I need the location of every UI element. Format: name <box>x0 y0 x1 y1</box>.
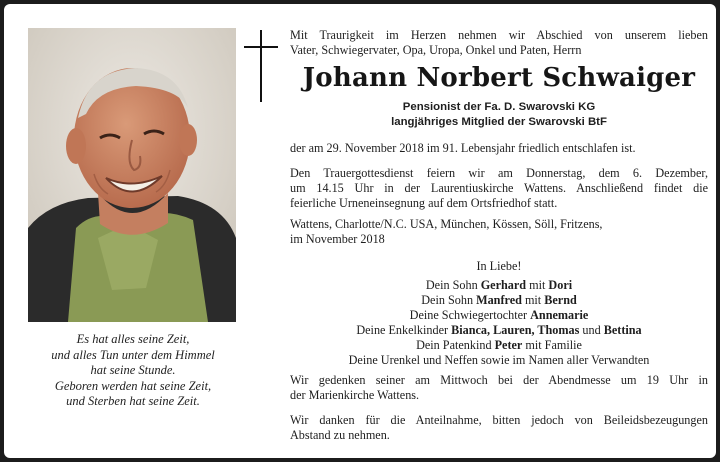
intro-line: Vater, Schwiegervater, Opa, Uropa, Onkel und Paten, Herrn <box>290 43 582 57</box>
deceased-name: Johann Norbert Schwaiger <box>302 63 696 93</box>
family-list <box>290 278 708 368</box>
death-line: der am 29. November 2018 im 91. Lebensjahr friedlich entschlafen ist. <box>290 141 636 155</box>
family-member-line <box>290 353 708 368</box>
places-date <box>290 217 708 247</box>
mass-line: Wir gedenken seiner am Mittwoch bei der Abendmesse um 19 Uhr in <box>290 373 708 387</box>
thanks-line: Wir danken für die Anteilnahme, bitten jedoch von Beileidsbezeugungen <box>290 413 708 427</box>
verse-line: hat seine Stunde. <box>90 363 176 377</box>
bible-verse <box>20 332 246 410</box>
family-member-name: Dori <box>548 278 573 292</box>
family-member-relation: Dein Sohn <box>425 278 481 292</box>
funeral-service <box>290 166 708 211</box>
family-member-name: Bernd <box>544 293 577 307</box>
family-member-line <box>290 293 708 308</box>
family-member-name: Gerhard <box>480 278 527 292</box>
cross-icon <box>244 30 278 102</box>
intro-text <box>290 28 708 58</box>
mass-line: der Marienkirche Wattens. <box>290 388 420 402</box>
portrait-photo <box>28 28 236 322</box>
thanks-note <box>290 413 708 443</box>
family-member-relation: mit <box>521 293 545 307</box>
verse-line: Geboren werden hat seine Zeit, <box>54 378 212 393</box>
death-notice <box>290 141 708 156</box>
service-line: feierliche Urneneinsegnung auf dem Ortsfriedhof statt. <box>290 196 558 210</box>
family-member-name: Bettina <box>603 323 642 337</box>
occupation-line: langjähriges Mitglied der Swarovski BtF <box>391 115 607 128</box>
family-member-relation: und <box>579 323 604 337</box>
family-member-line <box>290 308 708 323</box>
verse-line: und Sterben hat seine Zeit. <box>66 394 200 408</box>
family-member-relation: Deine Schwiegertochter <box>409 308 531 322</box>
family-member-line <box>290 323 708 338</box>
service-line: um 14.15 Uhr in der Laurentiuskirche Wattens. Anschließend findet die <box>290 181 708 195</box>
family-member-relation: Dein Sohn <box>421 293 477 307</box>
family-member-relation: Dein Patenkind <box>416 338 495 352</box>
family-member-name: Annemarie <box>530 308 589 322</box>
family-member-relation: Deine Urenkel und Neffen sowie im Namen aller Verwandten <box>348 353 650 367</box>
intro-line: Mit Traurigkeit im Herzen nehmen wir Abschied von unserem lieben <box>290 28 708 42</box>
family-member-line <box>290 278 708 293</box>
family-member-line <box>290 338 708 353</box>
family-member-relation: Deine Enkelkinder <box>356 323 452 337</box>
occupation <box>290 100 708 129</box>
family-member-relation: mit Familie <box>522 338 582 352</box>
place-line: im November 2018 <box>290 232 385 246</box>
family-member-relation: mit <box>526 278 549 292</box>
place-line: Wattens, Charlotte/N.C. USA, München, Kössen, Söll, Fritzens, <box>290 217 603 231</box>
verse-line: Es hat alles seine Zeit, <box>76 332 190 346</box>
memorial-mass <box>290 373 708 403</box>
thanks-line: Abstand zu nehmen. <box>290 428 390 442</box>
family-member-name: Bianca, Lauren, Thomas <box>451 323 580 337</box>
in-love: In Liebe! <box>476 259 522 273</box>
family-member-name: Manfred <box>476 293 522 307</box>
occupation-line: Pensionist der Fa. D. Swarovski KG <box>402 101 596 113</box>
service-line: Den Trauergottesdienst feiern wir am Donnerstag, dem 6. Dezember, <box>290 166 708 180</box>
obituary-card <box>4 4 716 458</box>
family-member-name: Peter <box>494 338 523 352</box>
verse-line: und alles Tun unter dem Himmel <box>51 347 215 362</box>
